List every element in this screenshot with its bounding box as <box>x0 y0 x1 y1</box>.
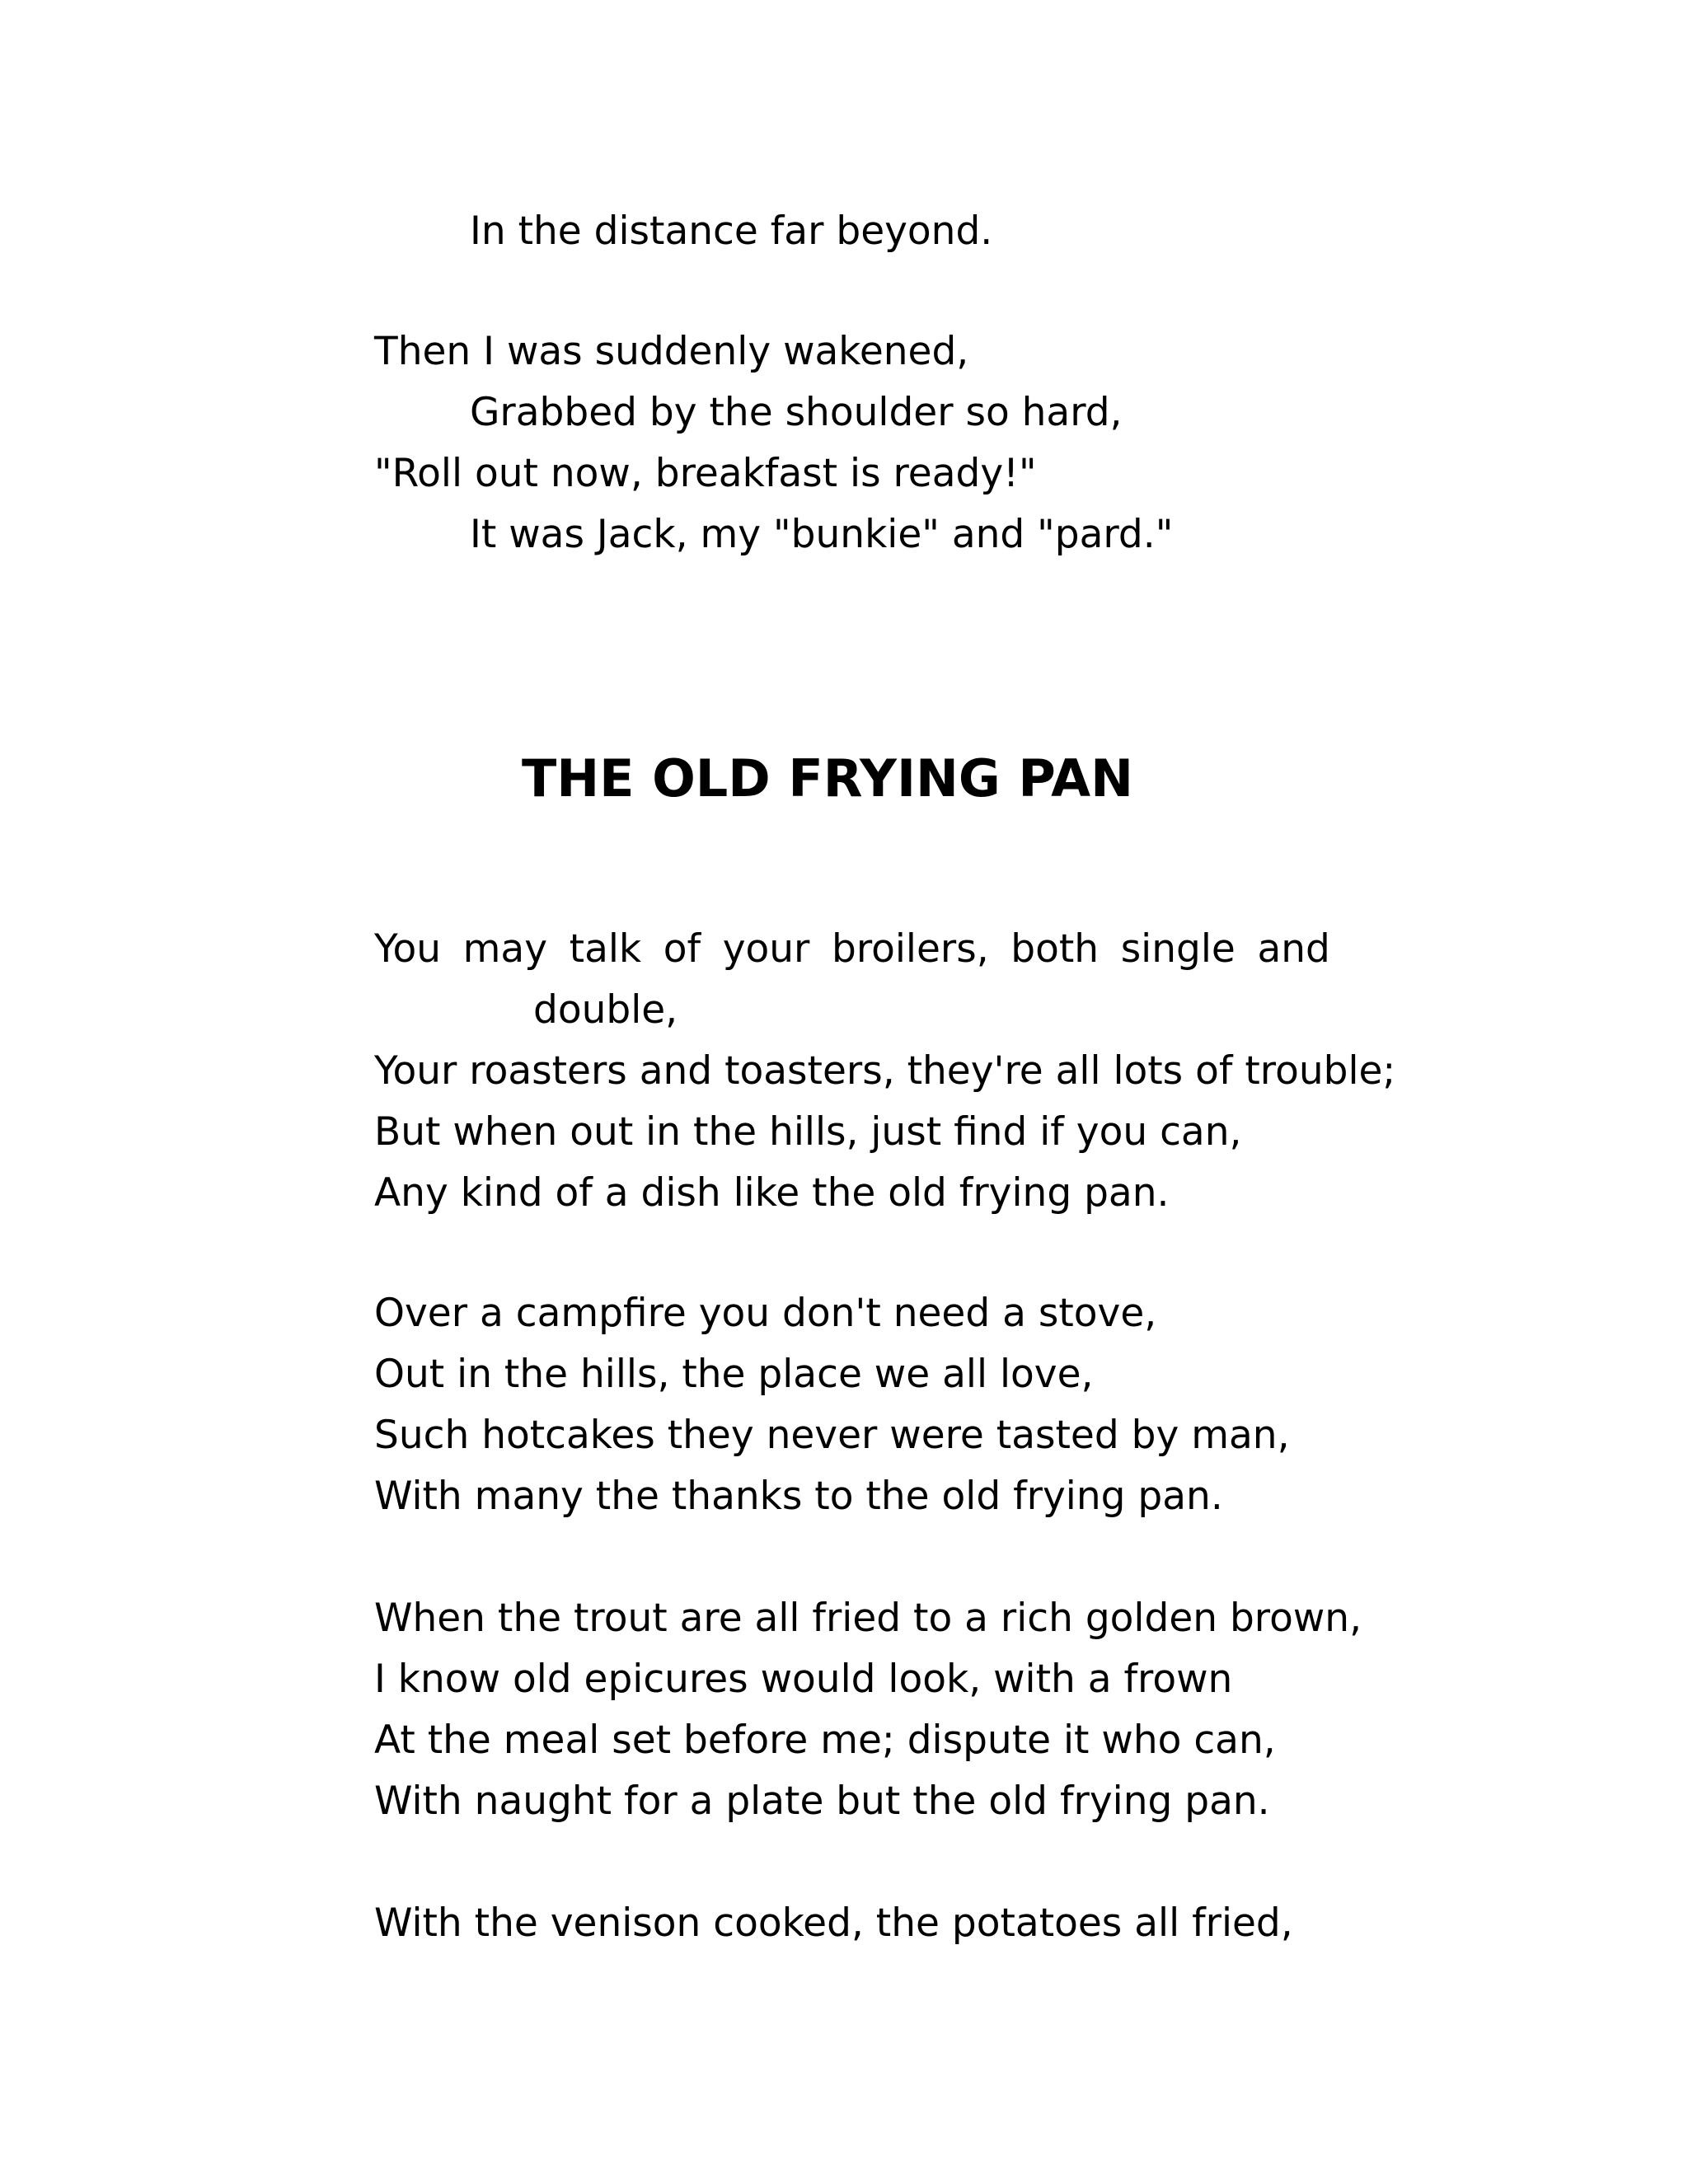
poem-line: Over a campfire you don't need a stove, <box>374 1291 1157 1336</box>
poem-line: Your roasters and toasters, they're all lots of trouble; <box>374 1048 1396 1094</box>
poem-line: double, <box>533 987 678 1033</box>
poem-line: Then I was suddenly wakened, <box>374 329 969 374</box>
word: of <box>663 926 701 972</box>
word: single <box>1120 926 1236 972</box>
poem-line: "Roll out now, breakfast is ready!" <box>374 451 1037 496</box>
poem-line: Out in the hills, the place we all love, <box>374 1352 1094 1397</box>
word: your <box>722 926 810 972</box>
poem-line: Grabbed by the shoulder so hard, <box>470 390 1123 435</box>
poem-line: In the distance far beyond. <box>470 209 993 254</box>
poem-line: It was Jack, my "bunkie" and "pard." <box>470 512 1174 557</box>
word: talk <box>569 926 642 972</box>
poem-line: With many the thanks to the old frying pan. <box>374 1474 1223 1519</box>
word: broilers, <box>831 926 989 972</box>
poem-title: THE OLD FRYING PAN <box>521 748 1134 808</box>
poem-line: At the meal set before me; dispute it who can, <box>374 1718 1276 1763</box>
poem-line-justified <box>374 926 1330 972</box>
poem-line: With naught for a plate but the old frying pan. <box>374 1779 1270 1824</box>
poem-line: I know old epicures would look, with a frown <box>374 1657 1233 1702</box>
word: both <box>1010 926 1100 972</box>
word: You <box>374 926 442 972</box>
poem-line: Such hotcakes they never were tasted by man, <box>374 1413 1290 1458</box>
word: and <box>1257 926 1330 972</box>
poem-line: But when out in the hills, just find if you can, <box>374 1109 1242 1155</box>
poem-line: With the venison cooked, the potatoes all fried, <box>374 1900 1293 1946</box>
word: may <box>462 926 548 972</box>
poem-line: When the trout are all fried to a rich golden brown, <box>374 1596 1362 1641</box>
poem-line: Any kind of a dish like the old frying pan. <box>374 1170 1170 1216</box>
